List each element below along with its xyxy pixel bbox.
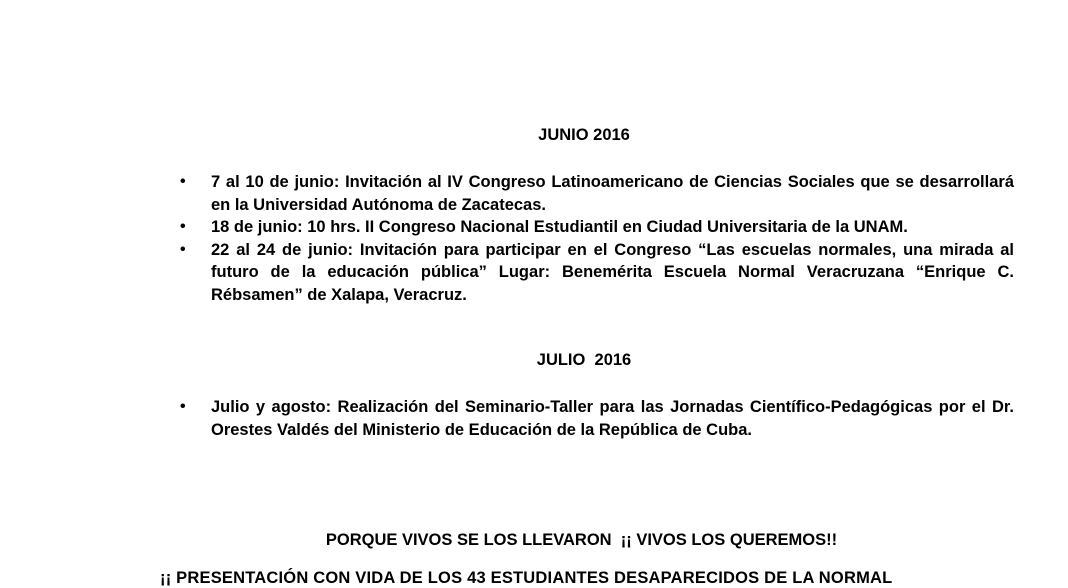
bullet-icon: • — [180, 240, 186, 258]
julio-event-list — [180, 396, 1014, 441]
list-item — [180, 239, 1014, 307]
event-text: 18 de junio: 10 hrs. II Congreso Nacional Estudiantil en Ciudad Universitaria de la UNAM. — [211, 218, 908, 236]
bullet-icon: • — [180, 218, 186, 235]
event-text: 22 al 24 de junio: Invitación para participar en el Congreso “Las escuelas normales, una mirada al futuro de la educación pública” Lugar: Benemérita Escuela Normal Veracruzana “Enrique C. Rébsamen” de Xalapa, Veracruz. — [211, 240, 1014, 304]
section-heading-julio: JULIO 2016 — [536, 351, 632, 369]
event-text: Julio y agosto: Realización del Seminario-Taller para las Jornadas Científico-Pedagógicas por el Dr. Orestes Valdés del Ministerio de Educación de la República de Cuba. — [211, 398, 1014, 439]
list-item — [180, 396, 1014, 441]
bullet-icon: • — [180, 173, 186, 190]
event-text: 7 al 10 de junio: Invitación al IV Congreso Latinoamericano de Ciencias Sociales que se desarrollará en la Universidad Autónoma de Zacatecas. — [211, 173, 1014, 214]
junio-event-list — [180, 171, 1014, 306]
section-heading-junio: JUNIO 2016 — [538, 126, 630, 144]
slogan: PORQUE VIVOS SE LOS LLEVARON ¡¡ VIVOS LOS QUEREMOS!! — [325, 531, 838, 549]
cutoff-demand-line: ¡¡ PRESENTACIÓN CON VIDA DE LOS 43 ESTUDIANTES DESAPARECIDOS DE LA NORMAL — [160, 569, 893, 587]
list-item — [180, 171, 1014, 216]
list-item — [180, 216, 1014, 239]
bullet-icon: • — [180, 398, 186, 415]
